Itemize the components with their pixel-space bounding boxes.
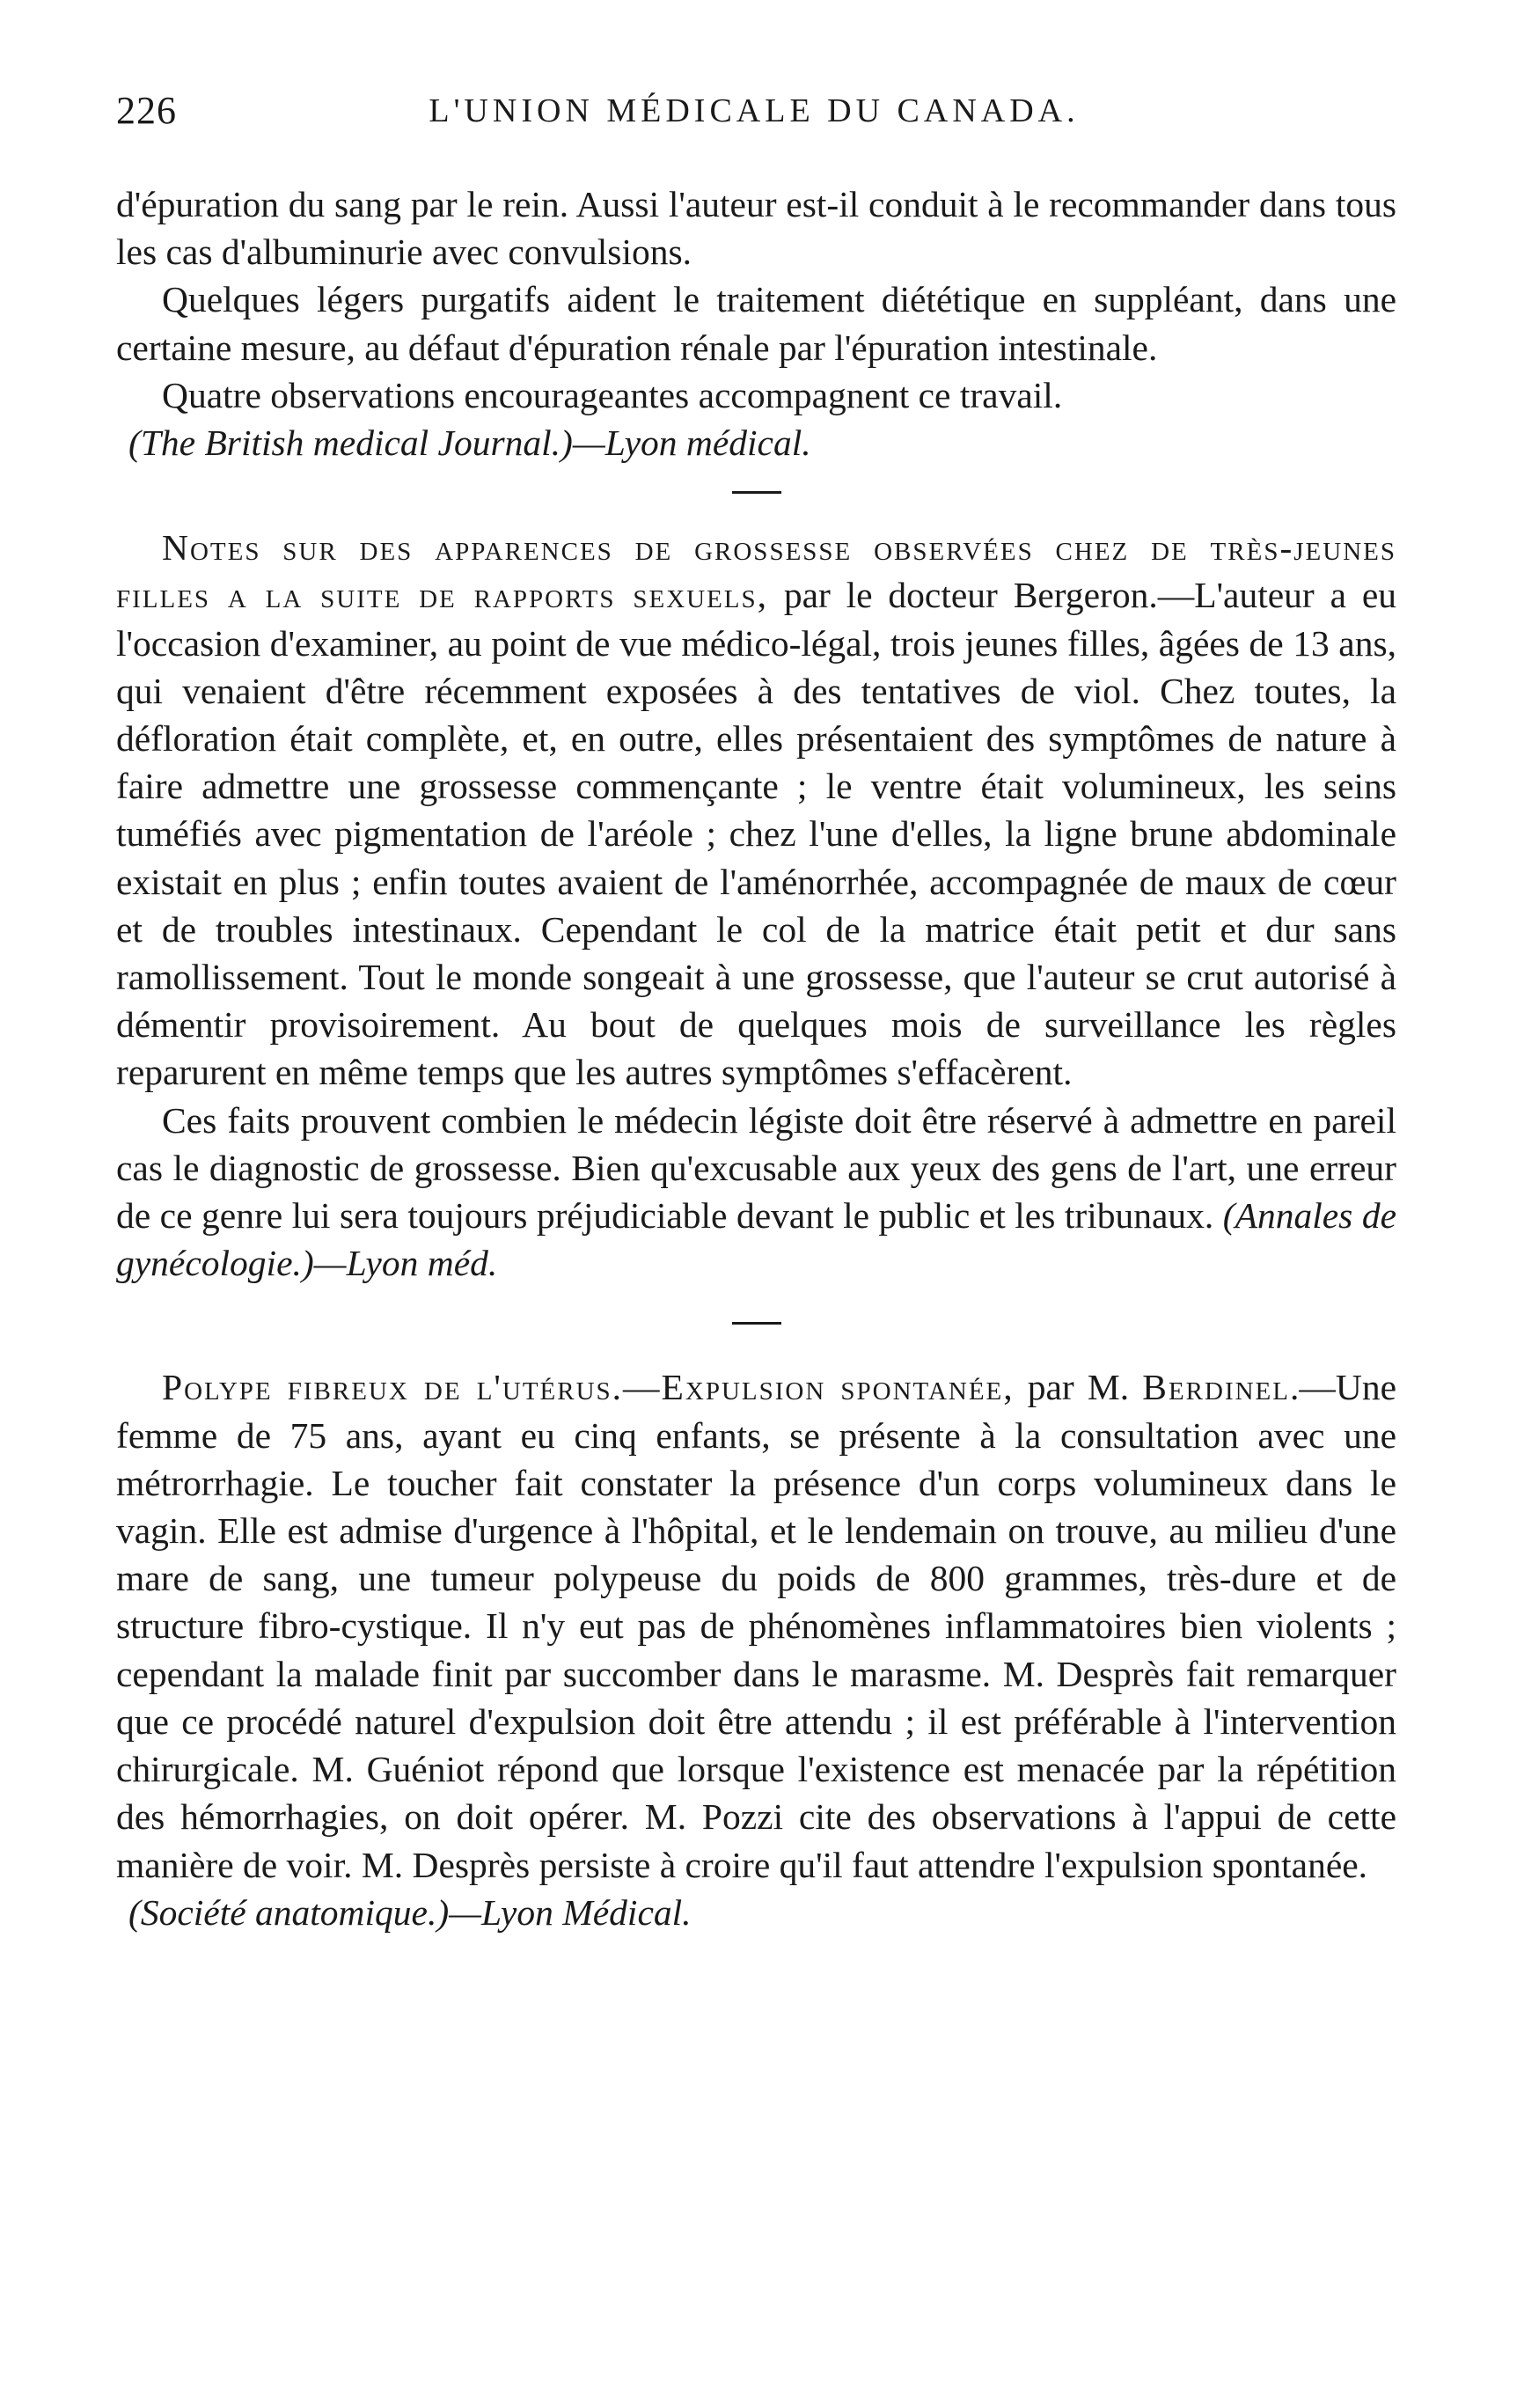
article1-paragraph-3: Quatre observations encourageantes accompagnent ce travail. — [162, 374, 1063, 415]
article1-citation: (The British medical Journal.)—Lyon médical. — [128, 422, 811, 464]
article3-author: Berdinel — [1142, 1367, 1290, 1408]
article3-author-prefix: par M. — [1014, 1367, 1143, 1408]
article2-paragraph-2 — [116, 1097, 1396, 1288]
article2-body-2: Ces faits prouvent combien le médecin légiste doit être réservé à admettre en pareil cas le diagnostic de grossesse. Bien qu'excusable aux yeux des gens de l'art, une erreur de ce genre lui sera toujours préjudiciable devant le public et les tribunaux. — [116, 1099, 1396, 1237]
page-number: 226 — [116, 89, 177, 132]
article3-paragraph-1 — [116, 1363, 1396, 1888]
page-header — [116, 88, 1392, 141]
article2-citation: (Annales de gynécologie.)—Lyon méd. — [116, 1195, 1396, 1284]
running-title: L'UNION MÉDICALE DU CANADA. — [429, 92, 1080, 129]
article3-citation: (Société anatomique.)—Lyon Médical. — [128, 1891, 692, 1933]
article3-title: Polype fibreux de l'utérus.—Expulsion spontanée, — [162, 1367, 1015, 1408]
article1-paragraph-1: d'épuration du sang par le rein. Aussi l'auteur est-il conduit à le recommander dans tous les cas d'albuminurie avec convulsions. — [116, 184, 1396, 273]
article3-body: .—Une femme de 75 ans, ayant eu cinq enfants, se présente à la consultation avec une métrorrhagie. Le toucher fait constater la présence d'un corps volumineux dans le vagin. Elle est admise d'urgence à l'hôpital, et le lendemain on trouve, au milieu d'une mare de sang, une tumeur polypeuse du poids de 800 grammes, très-dure et de structure fibro-cystique. Il n'y eut pas de phénomènes inflammatoires bien violents ; cependant la malade finit par succomber dans le marasme. M. Desprès fait remarquer que ce procédé naturel d'expulsion doit être attendu ; il est préférable à l'intervention chirurgicale. M. Guéniot répond que lorsque l'existence est menacée par la répétition des hémorrhagies, on doit opérer. M. Pozzi cite des observations à l'appui de cette manière de voir. M. Desprès persiste à croire qu'il faut attendre l'expulsion spontanée. — [116, 1367, 1396, 1885]
article2-title: Notes sur des apparences de grossesse observées chez de très-jeunes filles a la suite de rapports sexuels, — [116, 527, 1396, 616]
article2-body-1: par le docteur Bergeron.—L'auteur a eu l'occasion d'examiner, au point de vue médico-légal, trois jeunes filles, âgées de 13 ans, qui venaient d'être récemment exposées à des tentatives de viol. Chez toutes, la défloration était complète, et, en outre, elles présentaient des symptômes de nature à faire admettre une grossesse commençante ; le ventre était volumineux, les seins tuméfiés avec pigmentation de l'aréole ; chez l'une d'elles, la ligne brune abdominale existait en plus ; enfin toutes avaient de l'aménorrhée, accompagnée de maux de cœur et de troubles intestinaux. Cependant le col de la matrice était petit et dur sans ramollissement. Tout le monde songeait à une grossesse, que l'auteur se crut autorisé à démentir provisoirement. Au bout de quelques mois de surveillance les règles reparurent en même temps que les autres symptômes s'effacèrent. — [116, 575, 1396, 1093]
article2-paragraph-1 — [116, 524, 1396, 1096]
section-divider — [732, 1322, 781, 1325]
article1-paragraph-2: Quelques légers purgatifs aident le traitement diététique en suppléant, dans une certaine mesure, au défaut d'épuration rénale par l'épuration intestinale. — [116, 279, 1396, 368]
section-divider — [732, 491, 781, 494]
page-body — [116, 180, 1396, 1936]
